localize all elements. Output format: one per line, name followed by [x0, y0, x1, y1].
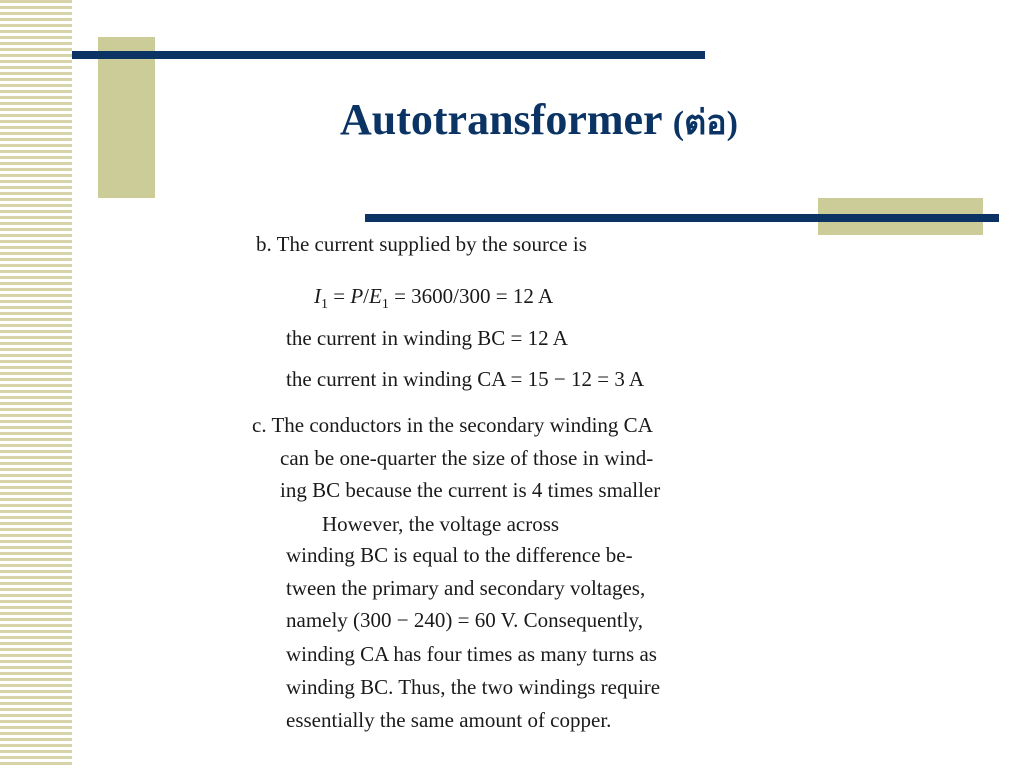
part-c-line-3: ing BC because the current is 4 times smaller [280, 478, 661, 502]
current-ca-line: the current in winding CA = 15 − 12 = 3 A [286, 367, 645, 391]
decorative-block-top [98, 37, 155, 198]
part-c-line-8: winding CA has four times as many turns as [286, 642, 657, 666]
part-c-line-1: c. The conductors in the secondary winding CA [252, 413, 653, 437]
slide-title [340, 94, 738, 147]
part-c-line-5: winding BC is equal to the difference be- [286, 543, 633, 567]
part-c-line-4: However, the voltage across [322, 512, 560, 536]
current-bc-line: the current in winding BC = 12 A [286, 326, 568, 350]
current-equation-rhs: = 3600/300 = 12 A [394, 284, 554, 308]
decorative-line-top [72, 51, 705, 59]
part-c-line-2: can be one-quarter the size of those in wind- [280, 446, 654, 470]
slide-title-suffix: (ต่อ) [672, 105, 738, 142]
part-c-line-9: winding BC. Thus, the two windings require [286, 675, 661, 699]
slide-title-main: Autotransformer [340, 95, 662, 144]
part-b-intro: b. The current supplied by the source is [256, 232, 587, 256]
part-c-line-6: tween the primary and secondary voltages, [286, 576, 646, 600]
part-c-line-7: namely (300 − 240) = 60 V. Consequently, [286, 608, 643, 632]
current-equation: $I_1 = P/E_1 = 3600/300 = 12$ A [314, 284, 554, 313]
part-c-line-10: essentially the same amount of copper. [286, 708, 612, 732]
left-stripe-decoration [0, 0, 72, 768]
decorative-line-right [365, 214, 999, 222]
